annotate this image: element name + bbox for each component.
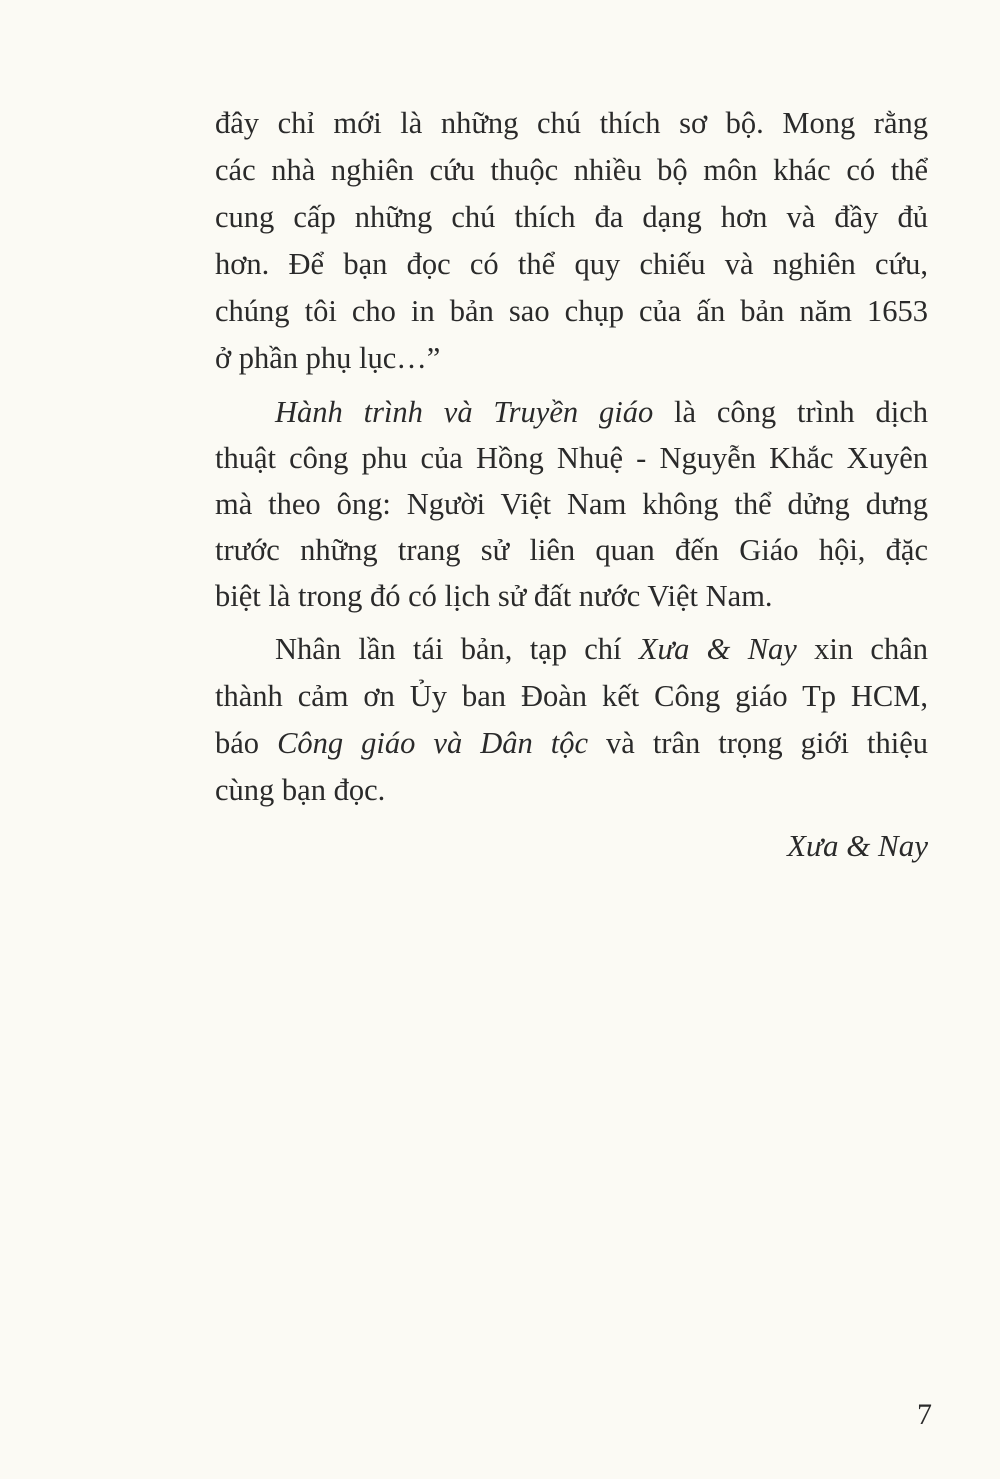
text-segment: xin chân [796,632,928,666]
text-line [215,100,928,147]
paragraph [215,100,928,382]
italic-title: Xưa & Nay [638,632,797,666]
text-segment: Nhân lần tái bản, tạp chí [275,632,639,666]
text-line [215,767,928,814]
text-line [215,194,928,241]
text-segment: cùng bạn đọc. [215,773,386,807]
page-number: 7 [917,1398,932,1431]
text-line [215,573,928,619]
paragraph [215,389,928,619]
text-segment: hơn. Để bạn đọc có thể quy chiếu và nghiên cứu, [215,247,928,281]
text-line [215,720,928,767]
text-line [215,241,928,288]
text-line [215,481,928,527]
text-segment: cung cấp những chú thích đa dạng hơn và đầy đủ [215,200,928,234]
text-line [215,147,928,194]
text-segment: mà theo ông: Người Việt Nam không thể dửng dưng [215,487,928,521]
text-line [215,288,928,335]
text-line [215,435,928,481]
italic-title: Hành trình và Truyền giáo [275,395,654,429]
text-line [215,335,928,382]
text-segment: và trân trọng giới thiệu [588,726,928,760]
text-segment: đây chỉ mới là những chú thích sơ bộ. Mong rằng [215,106,928,140]
text-line [215,527,928,573]
text-segment: trước những trang sử liên quan đến Giáo hội, đặc [215,533,928,567]
signature: Xưa & Nay [787,828,928,863]
text-segment: chúng tôi cho in bản sao chụp của ấn bản năm 1653 [215,294,928,328]
text-segment: thuật công phu của Hồng Nhuệ - Nguyễn Khắc Xuyên [215,441,928,475]
paragraph [215,626,928,814]
text-segment: báo [215,726,278,760]
text-segment: là công trình dịch [653,395,928,429]
text-segment: thành cảm ơn Ủy ban Đoàn kết Công giáo Tp HCM, [215,679,928,713]
text-segment: biệt là trong đó có lịch sử đất nước Việt Nam. [215,579,773,613]
text-segment: ở phần phụ lục…” [215,341,441,375]
text-line [215,673,928,720]
text-segment: các nhà nghiên cứu thuộc nhiều bộ môn khác có thể [215,153,928,187]
text-line [215,389,928,435]
page-body [215,100,928,821]
text-line [215,626,928,673]
italic-title: Công giáo và Dân tộc [277,726,589,760]
